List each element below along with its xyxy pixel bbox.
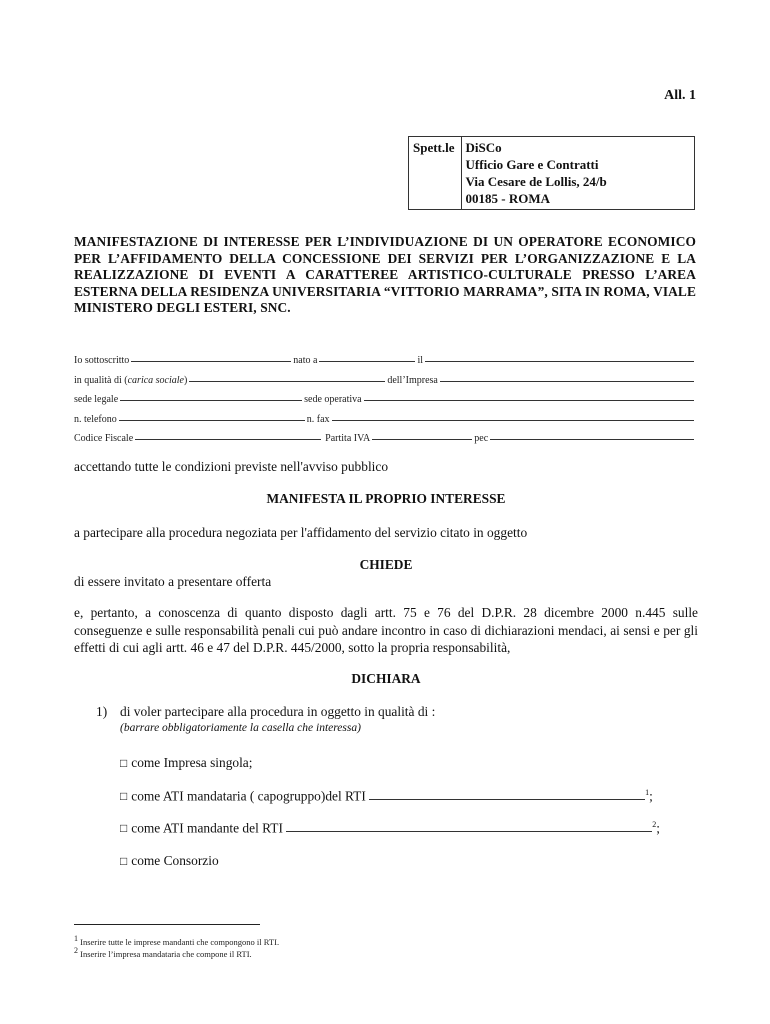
participate-text: a partecipare alla procedura negoziata per l'affidamento del servizio citato in oggetto: [74, 525, 528, 540]
role-field[interactable]: [189, 380, 385, 382]
footnote-text: Inserire tutte le imprese mandanti che compongono il RTI.: [80, 936, 280, 947]
form-row-seat: [74, 386, 696, 405]
chiede-heading: CHIEDE: [359, 557, 413, 572]
option-impresa-singola[interactable]: [120, 755, 252, 771]
birthplace-field[interactable]: [319, 360, 415, 362]
recipient-line: Ufficio Gare e Contratti: [465, 157, 599, 172]
role-prefix: in qualità di (: [74, 374, 128, 386]
born-on-label: il: [417, 355, 423, 367]
option-label: come ATI mandante del RTI: [131, 820, 283, 836]
invited-text: di essere invitato a presentare offerta: [74, 574, 272, 589]
form-row-contacts: [74, 405, 696, 424]
vat-label: Partita IVA: [325, 432, 371, 444]
company-field[interactable]: [440, 380, 694, 382]
footnote-ref: 2: [652, 820, 657, 829]
operating-seat-field[interactable]: [364, 399, 694, 401]
pec-label: pec: [474, 432, 489, 444]
tax-code-label: Codice Fiscale: [74, 432, 134, 444]
option-end: ;: [656, 820, 660, 836]
option-label: come Impresa singola;: [131, 755, 253, 770]
role-hint: carica sociale: [127, 374, 184, 386]
document-title: MANIFESTAZIONE DI INTERESSE PER L’INDIVIDUAZIONE DI UN OPERATORE ECONOMICO PER L’AFFIDAMENTO DELLA CONCESSIONE DEI SERVIZI PER L’ORGANIZZAZIONE E LA REALIZZAZIONE DI EVENTI A CARATTEREE ARTISTICO-CULTURALE PRESSO L’AREA ESTERNA DELLA RESIDENZA UNIVERSITARIA “VITTORIO MARRAMA”, SITA IN ROMA, VIALE MINISTERO DEGLI ESTERI, SNC.: [74, 234, 696, 316]
rti-lead-field[interactable]: [286, 830, 652, 832]
role-suffix: ): [183, 374, 188, 386]
manifesta-heading: MANIFESTA IL PROPRIO INTERESSE: [266, 491, 506, 506]
operating-seat-label: sede operativa: [304, 394, 362, 406]
footnote-2: [74, 946, 252, 959]
checkbox-icon[interactable]: □: [120, 854, 128, 868]
recipient-box: [408, 136, 695, 210]
checkbox-icon[interactable]: □: [120, 789, 128, 804]
undersigned-label: Io sottoscritto: [74, 355, 130, 367]
checkbox-icon[interactable]: □: [120, 756, 128, 770]
footnote-divider: [74, 924, 260, 925]
recipient-line: Via Cesare de Lollis, 24/b: [465, 174, 607, 189]
footnote-number: 2: [74, 946, 78, 955]
option-end: ;: [649, 788, 653, 804]
vat-field[interactable]: [372, 438, 472, 440]
footnote-1: [74, 934, 279, 947]
phone-field[interactable]: [119, 419, 305, 421]
option-label: come Consorzio: [131, 853, 219, 868]
company-label: dell’Impresa: [387, 374, 438, 386]
option-label: come ATI mandataria ( capogruppo)del RTI: [131, 788, 366, 804]
fax-label: n. fax: [306, 413, 330, 425]
form-row-name: [74, 347, 696, 366]
recipient-address: [461, 137, 694, 210]
birthdate-field[interactable]: [425, 360, 694, 362]
footnote-number: 1: [74, 934, 78, 943]
tax-code-field[interactable]: [135, 438, 321, 440]
pertanto-paragraph: e, pertanto, a conoscenza di quanto disposto dagli artt. 75 e 76 del D.P.R. 28 dicembre 2000 n.445 sulle conseguenze e sulle responsabilità penali cui può andare incontro in caso di dichiarazioni mendaci, ai sensi e per gli effetti di cui agli artt. 46 e 47 del D.P.R. 445/2000, sotto la propria responsabilità,: [74, 605, 698, 655]
declaration-number: 1): [96, 704, 108, 719]
dichiara-heading: DICHIARA: [351, 671, 421, 686]
recipient-label: Spett.le: [409, 137, 462, 210]
born-at-label: nato a: [293, 355, 318, 367]
legal-seat-label: sede legale: [74, 394, 119, 406]
phone-label: n. telefono: [74, 413, 117, 425]
recipient-line: 00185 - ROMA: [465, 191, 551, 206]
option-ati-mandante[interactable]: [120, 820, 660, 836]
pec-field[interactable]: [490, 438, 694, 440]
checkbox-icon[interactable]: □: [120, 821, 128, 836]
accept-conditions: accettando tutte le condizioni previste nell'avviso pubblico: [74, 459, 389, 474]
rti-members-field[interactable]: [369, 798, 645, 800]
declaration-text: di voler partecipare alla procedura in oggetto in qualità di :: [120, 704, 436, 719]
option-ati-mandataria[interactable]: [120, 788, 653, 804]
form-row-tax: [74, 425, 696, 444]
footnote-ref: 1: [645, 788, 650, 797]
legal-seat-field[interactable]: [120, 399, 302, 401]
applicant-form: [74, 347, 696, 444]
declaration-note: (barrare obbligatoriamente la casella che interessa): [120, 722, 361, 734]
recipient-line: DiSCo: [465, 140, 502, 155]
form-row-role: [74, 366, 696, 385]
attachment-label: All. 1: [664, 88, 696, 103]
fax-field[interactable]: [332, 419, 694, 421]
name-field[interactable]: [131, 360, 291, 362]
option-consorzio[interactable]: [120, 853, 219, 869]
footnote-text: Inserire l’impresa mandataria che compone il RTI.: [80, 948, 252, 959]
